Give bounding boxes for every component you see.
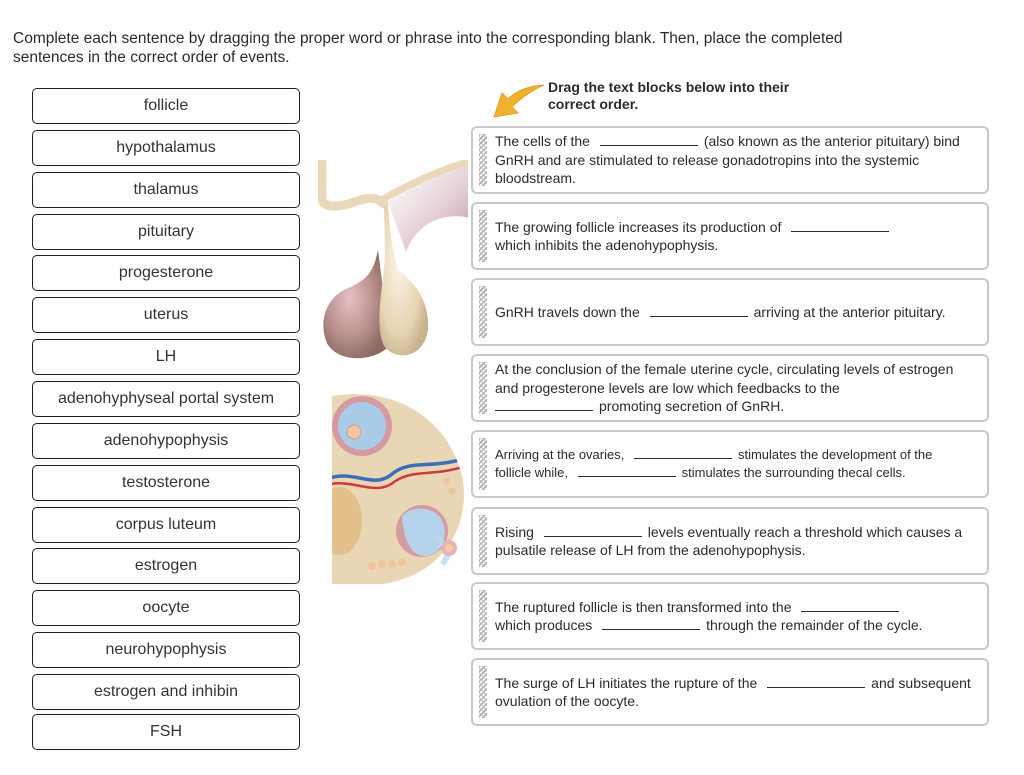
sentence-block-3[interactable]: [471, 278, 989, 346]
instructions-line-1: Complete each sentence by dragging the proper word or phrase into the corresponding blank. Then, place the completed: [13, 30, 843, 47]
ovary-cross-section-illustration: [322, 386, 472, 586]
word-tile-estrogen-and-inhibin[interactable]: estrogen and inhibin: [32, 674, 300, 710]
sentence-block-4[interactable]: [471, 354, 989, 422]
drop-blank[interactable]: [600, 133, 698, 146]
sentence-block-6[interactable]: [471, 507, 989, 575]
word-tile-neurohypophysis[interactable]: neurohypophysis: [32, 632, 300, 668]
drop-blank[interactable]: [578, 464, 676, 477]
word-tile-adenohypophysis[interactable]: adenohypophysis: [32, 423, 300, 459]
word-tile-hypothalamus[interactable]: hypothalamus: [32, 130, 300, 166]
sentence-text: The ruptured follicle is then transformed into the which produces through the remainder of the cycle.: [495, 598, 923, 633]
word-tile-thalamus[interactable]: thalamus: [32, 172, 300, 208]
drag-handle-icon[interactable]: [479, 134, 487, 186]
word-tile-estrogen[interactable]: estrogen: [32, 548, 300, 584]
word-tile-lh[interactable]: LH: [32, 339, 300, 375]
sentence-text: Arriving at the ovaries, stimulates the development of the follicle while, stimulates the surrounding thecal cells.: [495, 446, 933, 480]
word-tile-testosterone[interactable]: testosterone: [32, 465, 300, 501]
drag-hint-line-1: Drag the text blocks below into their: [548, 79, 790, 95]
drag-hint-line-2: correct order.: [548, 96, 639, 112]
drop-blank[interactable]: [767, 675, 865, 688]
instructions-line-2: sentences in the correct order of events.: [13, 49, 290, 66]
drag-handle-icon[interactable]: [479, 210, 487, 262]
sentence-text: The growing follicle increases its production of which inhibits the adenohypophysis.: [495, 218, 895, 255]
word-tile-corpus-luteum[interactable]: corpus luteum: [32, 507, 300, 543]
word-tile-adenohyphyseal-portal-system[interactable]: adenohyphyseal portal system: [32, 381, 300, 417]
word-tile-pituitary[interactable]: pituitary: [32, 214, 300, 250]
arrow-pointing-down-left-icon: [490, 83, 546, 121]
drag-handle-icon[interactable]: [479, 590, 487, 642]
sentence-block-2[interactable]: [471, 202, 989, 270]
drag-hint: [548, 79, 789, 113]
sentence-block-1[interactable]: [471, 126, 989, 194]
drop-blank[interactable]: [650, 304, 748, 317]
pituitary-gland-illustration: [318, 160, 468, 365]
sentence-text: The cells of the (also known as the anterior pituitary) bind GnRH and are stimulated to release gonadotropins into the systemic bloodstream.: [495, 133, 960, 187]
word-tile-progesterone[interactable]: progesterone: [32, 255, 300, 291]
instructions: [13, 29, 1013, 67]
drag-handle-icon[interactable]: [479, 362, 487, 414]
drag-handle-icon[interactable]: [479, 438, 487, 490]
sentence-block-7[interactable]: [471, 582, 989, 650]
word-tile-fsh[interactable]: FSH: [32, 714, 300, 750]
drop-blank[interactable]: [634, 446, 732, 459]
drop-blank[interactable]: [544, 524, 642, 537]
word-tile-uterus[interactable]: uterus: [32, 297, 300, 333]
sentence-text: The surge of LH initiates the rupture of the and subsequent ovulation of the oocyte.: [495, 674, 971, 709]
sentence-text: GnRH travels down the arriving at the anterior pituitary.: [495, 303, 946, 320]
word-tile-oocyte[interactable]: oocyte: [32, 590, 300, 626]
sentence-block-8[interactable]: [471, 658, 989, 726]
sentence-text: Rising levels eventually reach a threshold which causes a pulsatile release of LH from the adenohypophysis.: [495, 523, 963, 558]
sentence-text: At the conclusion of the female uterine cycle, circulating levels of estrogen and progesterone levels are low which feedbacks to the promoting secretion of GnRH.: [495, 361, 954, 415]
drop-blank[interactable]: [791, 219, 889, 232]
drag-handle-icon[interactable]: [479, 515, 487, 567]
word-tile-follicle[interactable]: follicle: [32, 88, 300, 124]
sentence-block-5[interactable]: [471, 430, 989, 498]
drop-blank[interactable]: [495, 398, 593, 411]
drag-handle-icon[interactable]: [479, 286, 487, 338]
drop-blank[interactable]: [801, 599, 899, 612]
drop-blank[interactable]: [602, 617, 700, 630]
drag-handle-icon[interactable]: [479, 666, 487, 718]
